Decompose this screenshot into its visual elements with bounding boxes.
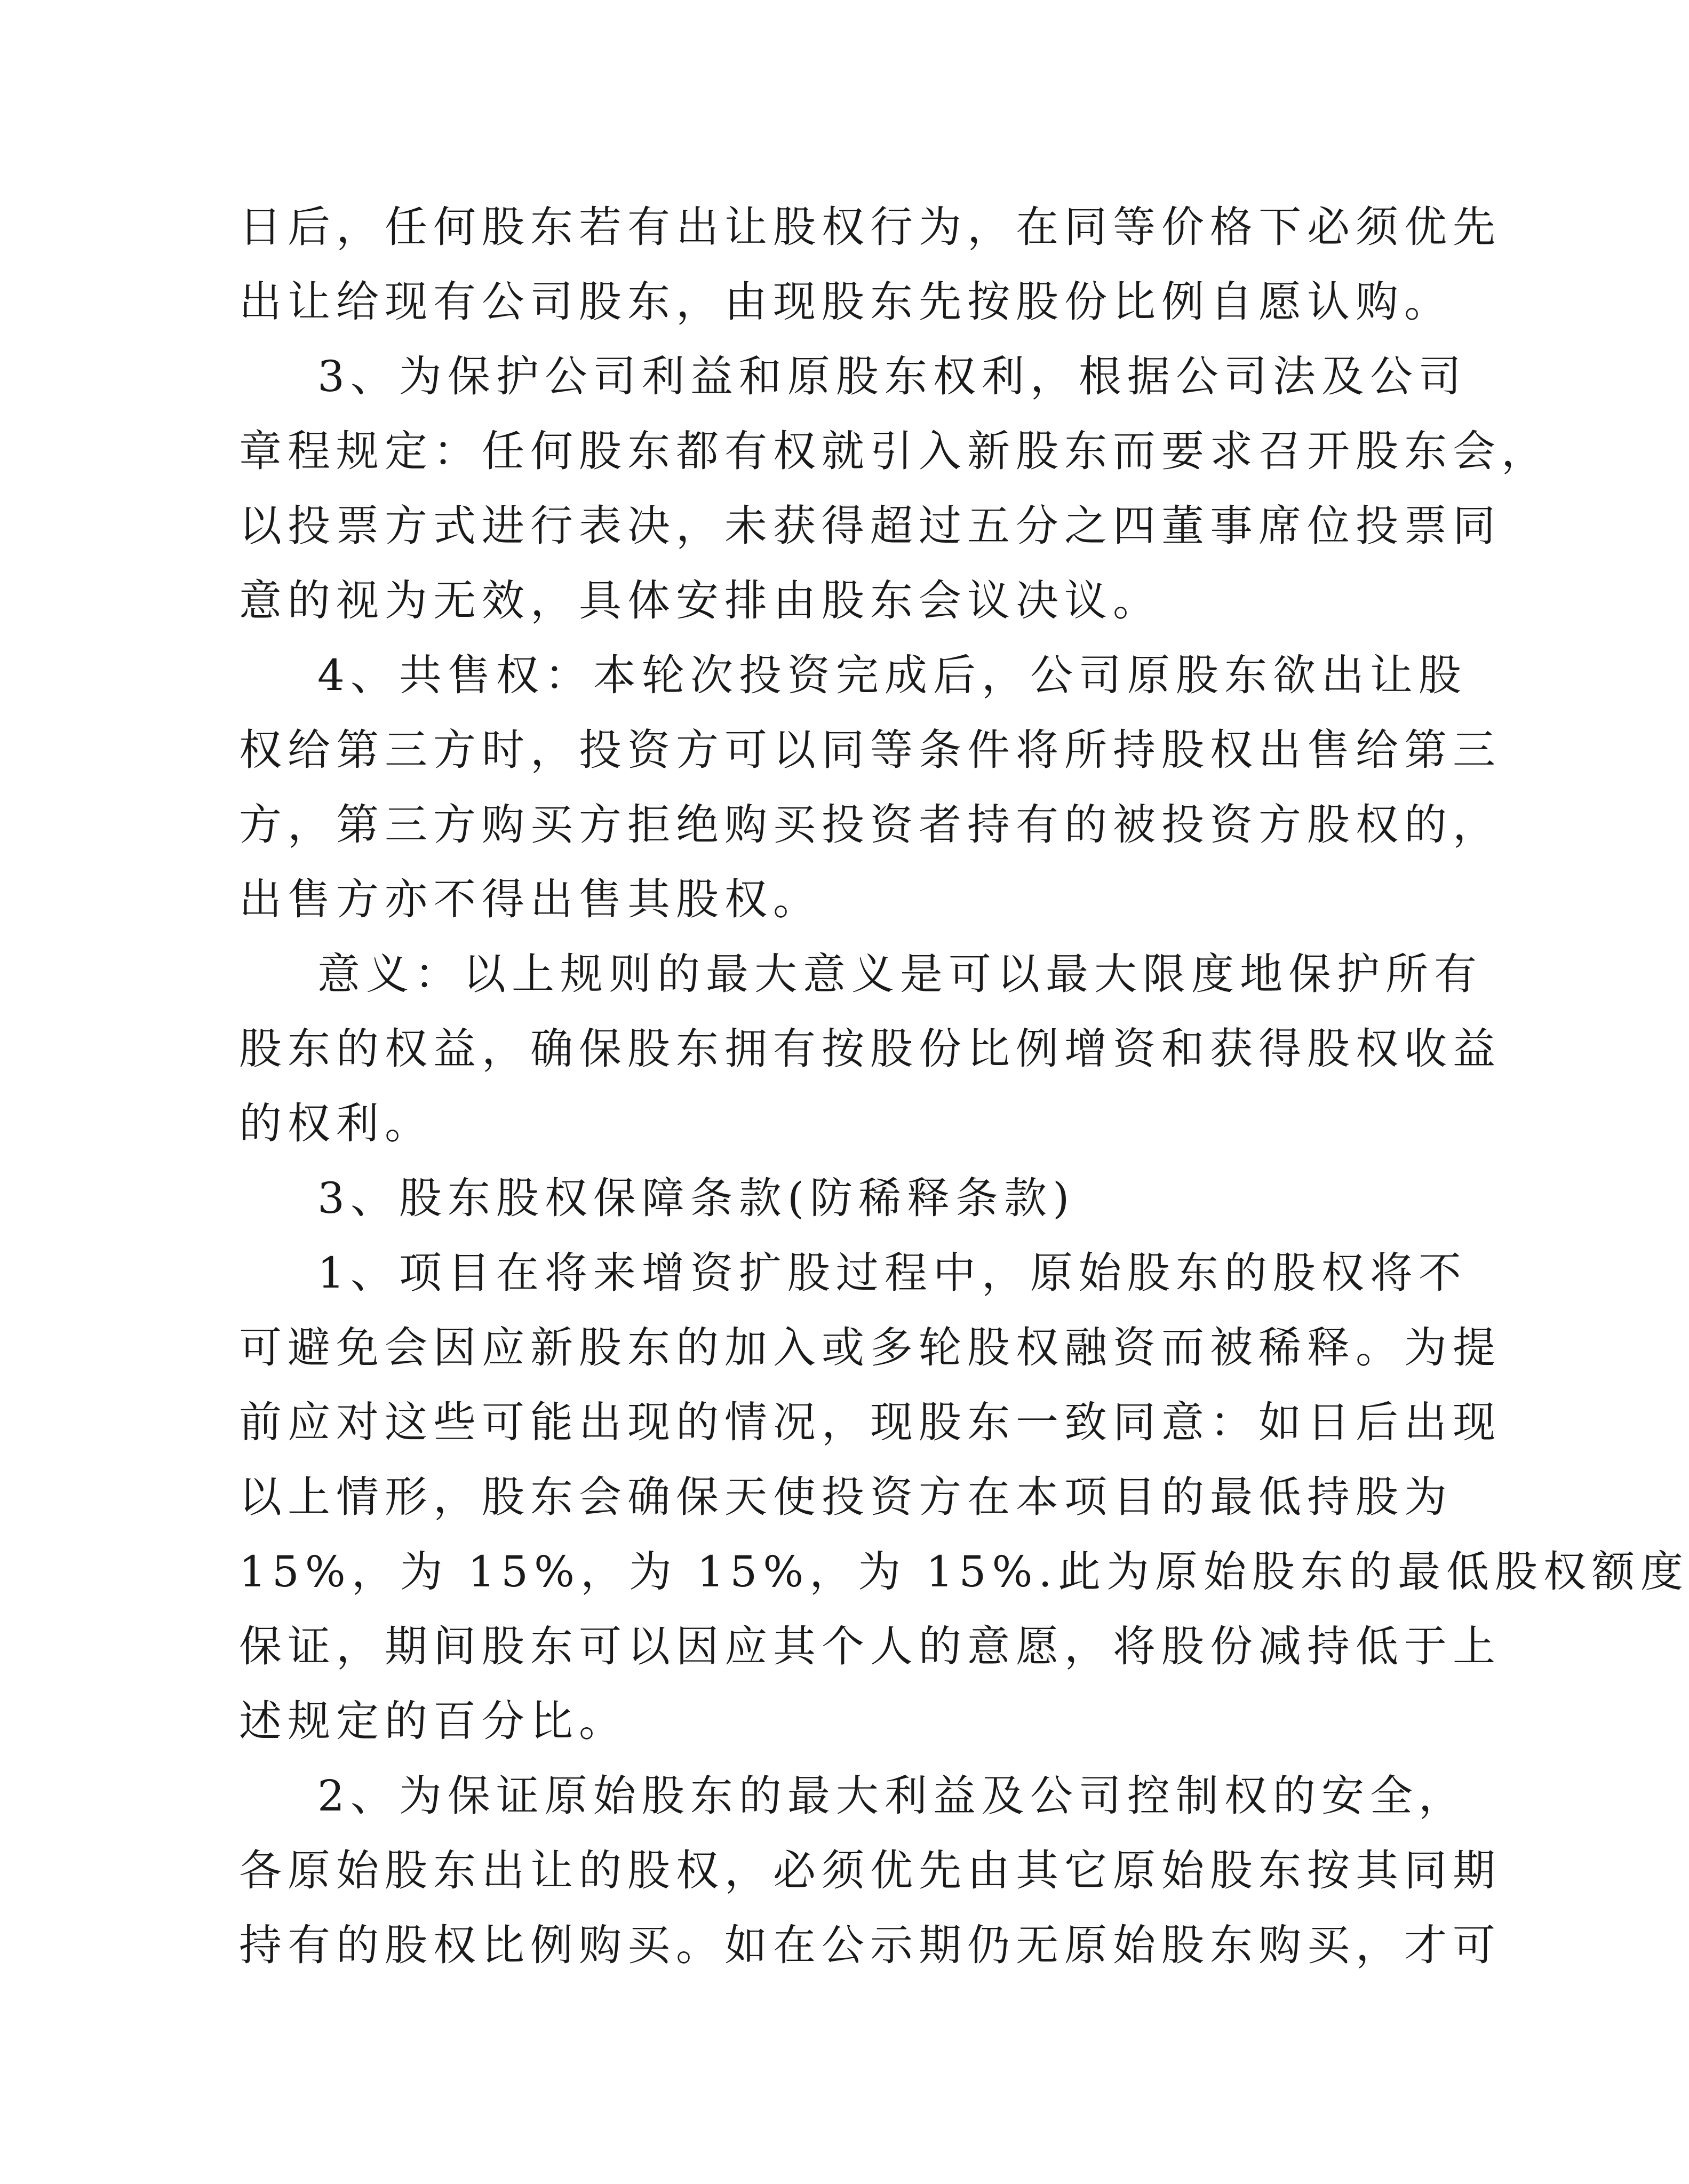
text-line: 前应对这些可能出现的情况，现股东一致同意：如日后出现 <box>239 1397 1501 1447</box>
text-line: 出让给现有公司股东，由现股东先按股份比例自愿认购。 <box>239 277 1453 327</box>
text-line: 权给第三方时，投资方可以同等条件将所持股权出售给第三 <box>239 725 1501 775</box>
text-line: 述规定的百分比。 <box>239 1696 627 1746</box>
text-line: 章程规定：任何股东都有权就引入新股东而要求召开股东会， <box>239 426 1550 476</box>
text-line: 3、为保护公司利益和原股东权利，根据公司法及公司 <box>317 352 1467 401</box>
text-line: 各原始股东出让的股权，必须优先由其它原始股东按其同期 <box>239 1846 1501 1895</box>
text-line: 1、项目在将来增资扩股过程中，原始股东的股权将不 <box>317 1248 1467 1298</box>
text-line: 以上情形，股东会确保天使投资方在本项目的最低持股为 <box>239 1472 1453 1522</box>
section-heading: 3、股东股权保障条款(防稀释条款) <box>317 1173 1075 1223</box>
text-line: 15%，为 15%，为 15%，为 15%.此为原始股东的最低股权额度 <box>239 1547 1689 1597</box>
text-line: 持有的股权比例购买。如在公示期仍无原始股东购买，才可 <box>239 1920 1501 1970</box>
text-line: 可避免会因应新股东的加入或多轮股权融资而被稀释。为提 <box>239 1323 1501 1372</box>
text-line: 股东的权益，确保股东拥有按股份比例增资和获得股权收益 <box>239 1024 1501 1074</box>
text-line: 方，第三方购买方拒绝购买投资者持有的被投资方股权的， <box>239 800 1501 849</box>
text-line: 意的视为无效，具体安排由股东会议决议。 <box>239 576 1161 625</box>
text-line: 的权利。 <box>239 1099 433 1148</box>
text-line: 以投票方式进行表决，未获得超过五分之四董事席位投票同 <box>239 501 1501 551</box>
text-line: 意义：以上规则的最大意义是可以最大限度地保护所有 <box>317 949 1483 999</box>
text-line: 出售方亦不得出售其股权。 <box>239 875 822 924</box>
text-line: 保证，期间股东可以因应其个人的意愿，将股份减持低于上 <box>239 1622 1501 1671</box>
text-line: 4、共售权：本轮次投资完成后，公司原股东欲出让股 <box>317 650 1467 700</box>
text-line: 2、为保证原始股东的最大利益及公司控制权的安全， <box>317 1771 1467 1821</box>
text-line: 日后，任何股东若有出让股权行为，在同等价格下必须优先 <box>239 202 1501 252</box>
